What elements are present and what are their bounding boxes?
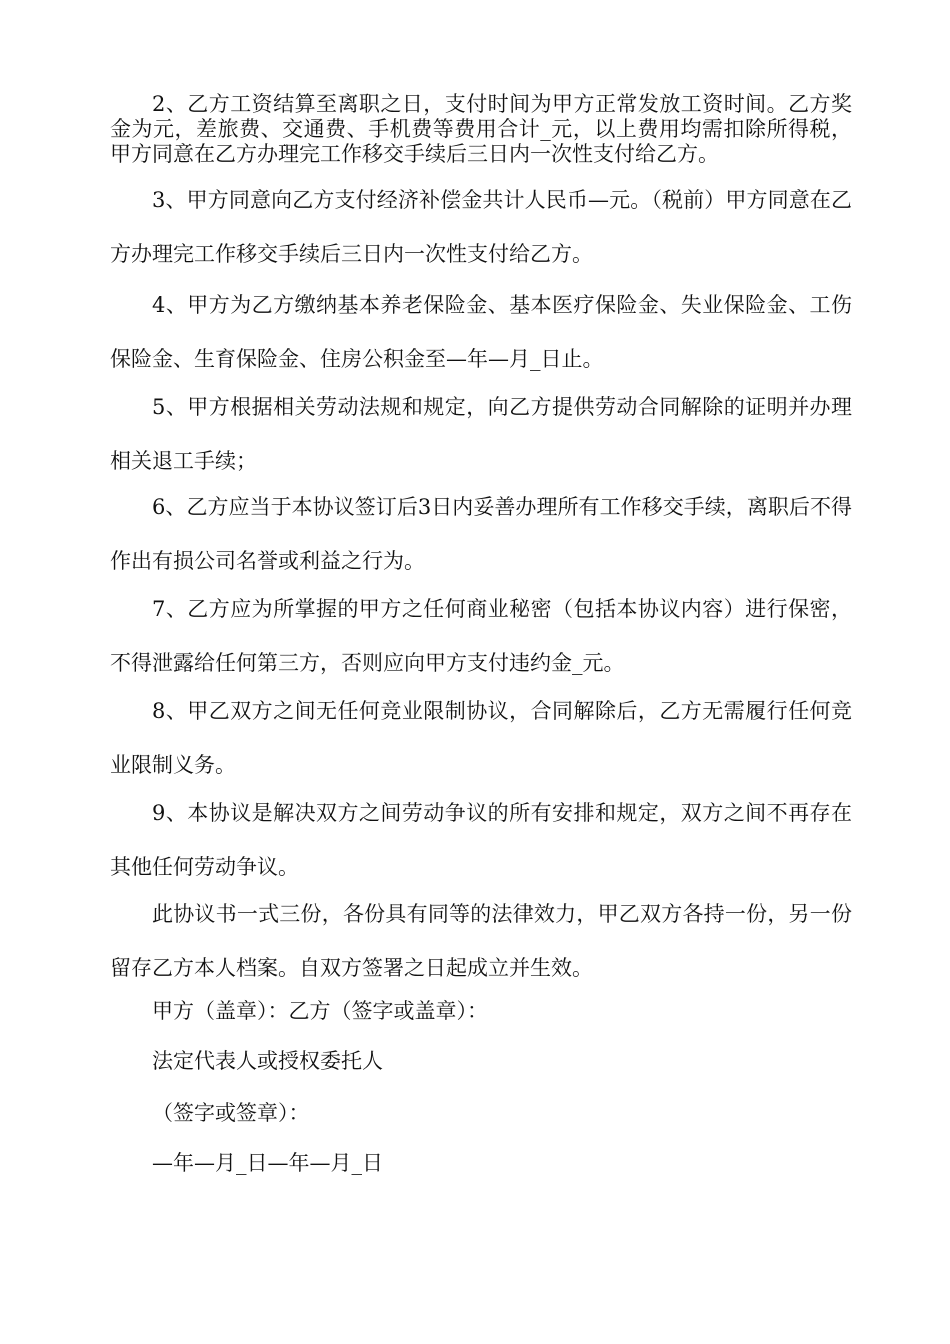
signature-parties: 甲方（盖章）：乙方（签字或盖章）： <box>152 999 488 1023</box>
clause-9: 9、本协议是解决双方之间劳动争议的所有安排和规定，双方之间不再存在其他任何劳动争议。 <box>110 801 852 879</box>
clause-7: 7、乙方应为所掌握的甲方之任何商业秘密（包括本协议内容）进行保密，不得泄露给任何第三方，否则应向甲方支付违约金_元。 <box>110 597 852 675</box>
signature-note: （签字或签章）： <box>152 1101 310 1125</box>
clause-8: 8、甲乙双方之间无任何竞业限制协议，合同解除后，乙方无需履行任何竞业限制义务。 <box>110 699 852 777</box>
signature-representative: 法定代表人或授权委托人 <box>152 1049 383 1073</box>
closing-paragraph: 此协议书一式三份，各份具有同等的法律效力，甲乙双方各持一份，另一份留存乙方本人档案。自双方签署之日起成立并生效。 <box>110 902 852 980</box>
signature-dates: —年—月_日—年—月_日 <box>152 1151 383 1175</box>
clause-4: 4、甲方为乙方缴纳基本养老保险金、基本医疗保险金、失业保险金、工伤保险金、生育保险金、住房公积金至—年—月_日止。 <box>110 293 852 371</box>
clause-2: 2、乙方工资结算至离职之日，支付时间为甲方正常发放工资时间。乙方奖金为元，差旅费、交通费、手机费等费用合计_元，以上费用均需扣除所得税，甲方同意在乙方办理完工作移交手续后三日内一次性支付给乙方。 <box>110 92 852 166</box>
clause-5: 5、甲方根据相关劳动法规和规定，向乙方提供劳动合同解除的证明并办理相关退工手续； <box>110 395 852 473</box>
clause-6: 6、乙方应当于本协议签订后3日内妥善办理所有工作移交手续，离职后不得作出有损公司名誉或利益之行为。 <box>110 495 852 573</box>
clause-3: 3、甲方同意向乙方支付经济补偿金共计人民币—元。（税前）甲方同意在乙方办理完工作移交手续后三日内一次性支付给乙方。 <box>110 188 852 266</box>
